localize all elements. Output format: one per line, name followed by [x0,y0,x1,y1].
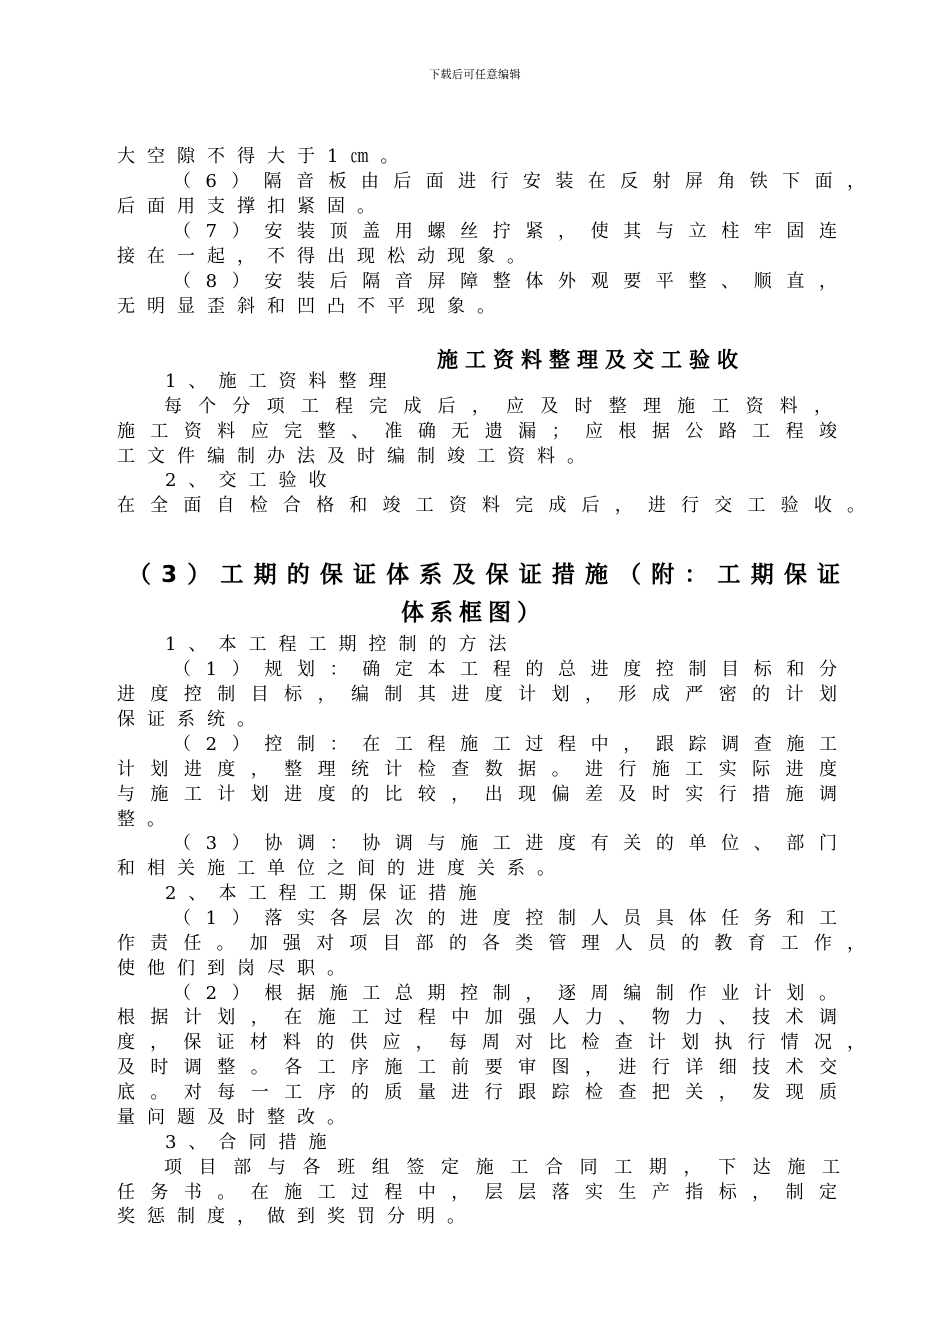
paragraph-line: 奖惩制度，做到奖罚分明。 [117,1206,477,1227]
paragraph-line: 使他们到岗尽职。 [117,958,357,979]
section-title: （3）工期的保证体系及保证措施（附：工期保证 [128,562,840,588]
subsection-heading: 1、施工资料整理 [165,371,399,392]
paragraph-line: 任务书。在施工过程中，层层落实生产指标，制定 [117,1182,837,1203]
paragraph-line: 在全面自检合格和竣工资料完成后，进行交工验收。 [117,495,865,516]
paragraph-line: 项目部与各班组签定施工合同工期，下达施工 [164,1157,840,1178]
paragraph-line: 整。 [117,809,177,830]
paragraph-line: 保证系统。 [117,709,267,730]
paragraph-line: 施工资料应完整、准确无遗漏；应根据公路工程竣 [117,421,837,442]
paragraph-line: （1）落实各层次的进度控制人员具体任务和工 [173,908,837,929]
paragraph-line: 与施工计划进度的比较，出现偏差及时实行措施调 [117,784,837,805]
paragraph-line: 根据计划，在施工过程中加强人力、物力、技术调 [117,1007,837,1028]
paragraph-line: 每个分项工程完成后，应及时整理施工资料， [164,396,832,417]
paragraph-line: 工文件编制办法及时编制竣工资料。 [117,446,597,467]
page-header: 下载后可任意编辑 [429,68,521,81]
subsection-heading: 1、本工程工期控制的方法 [165,634,519,655]
paragraph-line: 无明显歪斜和凹凸不平现象。 [117,296,507,317]
paragraph-line: 和相关施工单位之间的进度关系。 [117,858,567,879]
paragraph-line: 进度控制目标，编制其进度计划，形成严密的计划 [117,684,837,705]
paragraph-line: 后面用支撑扣紧固。 [117,196,387,217]
paragraph-line: （8）安装后隔音屏障整体外观要平整、顺直， [173,271,837,292]
paragraph-line: 量问题及时整改。 [117,1107,357,1128]
paragraph-line: 及时调整。各工序施工前要审图，进行详细技术交 [117,1057,837,1078]
paragraph-line: （7）安装顶盖用螺丝拧紧，使其与立柱牢固连 [173,221,837,242]
paragraph-line: 底。对每一工序的质量进行跟踪检查把关，发现质 [117,1082,837,1103]
section-title: 施工资料整理及交工验收 [437,348,745,372]
subsection-heading: 2、本工程工期保证措施 [165,883,489,904]
paragraph-line: （1）规划：确定本工程的总进度控制目标和分 [173,659,837,680]
paragraph-line: （2）控制：在工程施工过程中，跟踪调查施工 [173,734,837,755]
paragraph-line: 计划进度，整理统计检查数据。进行施工实际进度 [117,759,837,780]
paragraph-line: 接在一起，不得出现松动现象。 [117,246,537,267]
paragraph-line: 作责任。加强对项目部的各类管理人员的教育工作， [117,933,865,954]
paragraph-line: 大空隙不得大于1㎝。 [117,146,411,167]
subsection-heading: 3、合同措施 [165,1132,339,1153]
paragraph-line: （3）协调：协调与施工进度有关的单位、部门 [173,833,837,854]
paragraph-line: （6）隔音板由后面进行安装在反射屏角铁下面， [173,171,865,192]
section-title-continued: 体系框图） [401,600,546,626]
paragraph-line: 度，保证材料的供应，每周对比检查计划执行情况， [117,1032,865,1053]
paragraph-line: （2）根据施工总期控制，逐周编制作业计划。 [173,983,837,1004]
subsection-heading: 2、交工验收 [165,470,339,491]
